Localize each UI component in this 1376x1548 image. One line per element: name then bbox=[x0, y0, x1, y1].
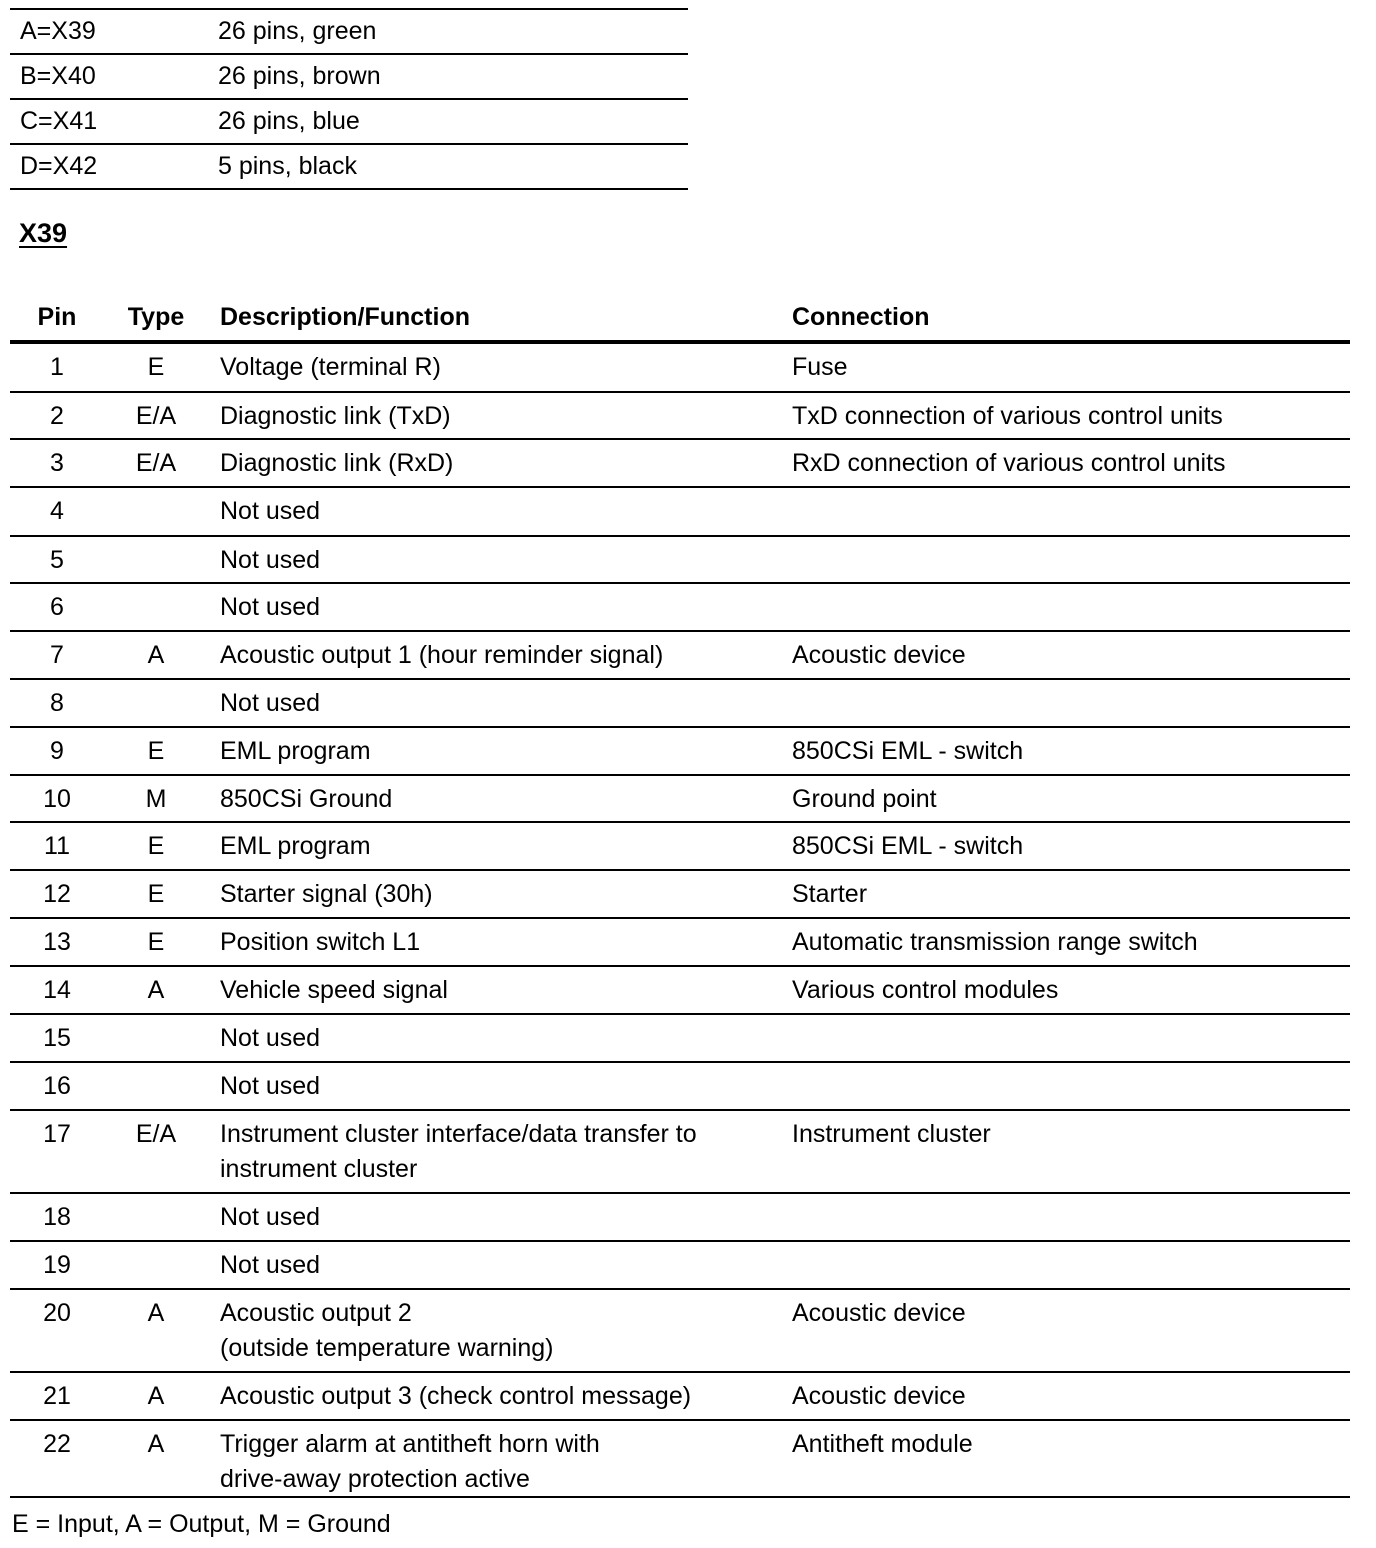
pin-connection: 850CSi EML - switch bbox=[792, 832, 1024, 860]
header-pin: Pin bbox=[37, 302, 77, 331]
pin-connection bbox=[780, 1194, 1350, 1240]
pin-connection: Fuse bbox=[792, 353, 848, 381]
pin-description bbox=[208, 344, 780, 391]
table-row bbox=[10, 537, 1350, 584]
connector-description: 26 pins, blue bbox=[218, 107, 360, 135]
pin-type bbox=[104, 584, 208, 630]
table-row bbox=[10, 1290, 1350, 1373]
connector-row bbox=[10, 145, 688, 190]
header-type: Type bbox=[127, 302, 185, 331]
table-row bbox=[10, 871, 1350, 919]
pin-connection: TxD connection of various control units bbox=[792, 402, 1223, 430]
pin-number: 5 bbox=[50, 546, 64, 574]
description-line: Starter signal (30h) bbox=[220, 880, 433, 908]
description-line: Diagnostic link (TxD) bbox=[220, 402, 451, 430]
pin-type bbox=[104, 488, 208, 535]
description-line: Not used bbox=[220, 1203, 321, 1231]
connector-description: 5 pins, black bbox=[218, 152, 357, 180]
pin-number: 2 bbox=[50, 402, 64, 430]
pin-description bbox=[208, 584, 780, 630]
connector-id: B=X40 bbox=[20, 62, 96, 90]
pin-number: 16 bbox=[43, 1072, 71, 1100]
table-row bbox=[10, 1373, 1350, 1421]
pin-connection bbox=[780, 1063, 1350, 1109]
description-line: Acoustic output 1 (hour reminder signal) bbox=[220, 641, 664, 669]
pin-type: M bbox=[145, 785, 167, 813]
table-row bbox=[10, 1063, 1350, 1111]
pin-type bbox=[104, 1063, 208, 1109]
pin-description bbox=[208, 1290, 780, 1371]
connector-row bbox=[10, 10, 688, 55]
description-line: Not used bbox=[220, 1251, 321, 1279]
pin-number: 4 bbox=[50, 497, 64, 525]
description-line: Diagnostic link (RxD) bbox=[220, 449, 454, 477]
pin-type: E bbox=[147, 928, 165, 956]
pin-number: 14 bbox=[43, 976, 71, 1004]
table-row bbox=[10, 1242, 1350, 1290]
pin-connection bbox=[780, 1242, 1350, 1288]
pin-number: 11 bbox=[44, 832, 70, 860]
table-row bbox=[10, 967, 1350, 1015]
pin-connection: Instrument cluster bbox=[792, 1120, 991, 1148]
description-line: Trigger alarm at antitheft horn with bbox=[220, 1430, 600, 1458]
pin-number: 7 bbox=[50, 641, 64, 669]
table-row bbox=[10, 728, 1350, 776]
pin-number: 20 bbox=[43, 1299, 71, 1327]
pin-number: 13 bbox=[43, 928, 71, 956]
header-connection: Connection bbox=[792, 302, 930, 331]
table-row bbox=[10, 1015, 1350, 1063]
pin-description bbox=[208, 1421, 780, 1496]
connector-id: C=X41 bbox=[20, 107, 98, 135]
pin-number: 22 bbox=[43, 1430, 71, 1458]
pin-description bbox=[208, 1242, 780, 1288]
description-line: Not used bbox=[220, 1072, 321, 1100]
pin-type bbox=[104, 1194, 208, 1240]
description-line: Not used bbox=[220, 593, 321, 621]
type-legend: E = Input, A = Output, M = Ground bbox=[12, 1510, 391, 1538]
pin-connection bbox=[780, 680, 1350, 726]
table-row bbox=[10, 680, 1350, 728]
pin-connection: Acoustic device bbox=[792, 641, 966, 669]
pin-number: 9 bbox=[50, 737, 64, 765]
pin-description bbox=[208, 488, 780, 535]
pin-type: E bbox=[147, 832, 165, 860]
pin-number: 10 bbox=[43, 785, 71, 813]
description-line: Not used bbox=[220, 497, 321, 525]
connector-table bbox=[10, 8, 688, 190]
table-row bbox=[10, 393, 1350, 440]
table-row bbox=[10, 632, 1350, 680]
pin-number: 19 bbox=[43, 1251, 71, 1279]
pin-description bbox=[208, 1111, 780, 1192]
description-line: Acoustic output 3 (check control message) bbox=[220, 1382, 692, 1410]
description-line: EML program bbox=[220, 832, 371, 860]
pin-type: E/A bbox=[135, 402, 177, 430]
table-row bbox=[10, 1194, 1350, 1242]
pin-description bbox=[208, 728, 780, 774]
pin-connection: 850CSi EML - switch bbox=[792, 737, 1024, 765]
table-row bbox=[10, 440, 1350, 488]
pin-description bbox=[208, 776, 780, 821]
table-row bbox=[10, 344, 1350, 393]
pin-connection bbox=[780, 584, 1350, 630]
pin-description bbox=[208, 1015, 780, 1061]
pin-connection: Acoustic device bbox=[792, 1299, 966, 1327]
description-line: Voltage (terminal R) bbox=[220, 353, 441, 381]
description-line: Instrument cluster interface/data transfer to bbox=[220, 1120, 697, 1148]
pin-description bbox=[208, 632, 780, 678]
pin-description bbox=[208, 967, 780, 1013]
description-line: 850CSi Ground bbox=[220, 785, 393, 813]
pin-number: 8 bbox=[50, 689, 64, 717]
pin-description bbox=[208, 823, 780, 869]
pin-connection: Various control modules bbox=[792, 976, 1059, 1004]
pin-description bbox=[208, 919, 780, 965]
table-row bbox=[10, 776, 1350, 823]
pin-type bbox=[104, 680, 208, 726]
pin-table bbox=[10, 294, 1350, 1498]
description-line: Not used bbox=[220, 546, 321, 574]
pin-type bbox=[104, 537, 208, 582]
pin-number: 17 bbox=[43, 1120, 71, 1148]
pin-number: 15 bbox=[43, 1024, 71, 1052]
description-line: Not used bbox=[220, 1024, 321, 1052]
pin-connection: Ground point bbox=[792, 785, 937, 813]
pin-number: 21 bbox=[43, 1382, 71, 1410]
pin-type: A bbox=[147, 1299, 165, 1327]
description-line: instrument cluster bbox=[220, 1155, 418, 1183]
table-header bbox=[10, 294, 1350, 344]
pin-connection: Automatic transmission range switch bbox=[792, 928, 1198, 956]
pin-type: A bbox=[147, 1430, 165, 1458]
pin-type: E bbox=[147, 880, 165, 908]
connector-id: D=X42 bbox=[20, 152, 98, 180]
pin-type: E bbox=[147, 353, 165, 381]
pin-description bbox=[208, 393, 780, 438]
header-description: Description/Function bbox=[220, 302, 470, 331]
description-line: Vehicle speed signal bbox=[220, 976, 448, 1004]
pin-number: 3 bbox=[50, 449, 64, 477]
table-row bbox=[10, 584, 1350, 632]
pin-connection bbox=[780, 537, 1350, 582]
table-row bbox=[10, 1421, 1350, 1498]
pin-type bbox=[104, 1242, 208, 1288]
description-line: (outside temperature warning) bbox=[220, 1334, 554, 1362]
pin-description bbox=[208, 871, 780, 917]
connector-description: 26 pins, brown bbox=[218, 62, 381, 90]
table-row bbox=[10, 488, 1350, 537]
table-row bbox=[10, 1111, 1350, 1194]
pin-type: E bbox=[147, 737, 165, 765]
pin-connection: Antitheft module bbox=[792, 1430, 973, 1458]
pin-connection: Acoustic device bbox=[792, 1382, 966, 1410]
table-row bbox=[10, 919, 1350, 967]
description-line: drive-away protection active bbox=[220, 1465, 530, 1493]
pin-type: A bbox=[147, 641, 165, 669]
table-body bbox=[10, 344, 1350, 1498]
table-row bbox=[10, 823, 1350, 871]
pin-number: 1 bbox=[50, 353, 64, 381]
pin-number: 12 bbox=[43, 880, 71, 908]
pin-connection bbox=[780, 488, 1350, 535]
description-line: Acoustic output 2 bbox=[220, 1299, 412, 1327]
pin-description bbox=[208, 1373, 780, 1419]
pin-type bbox=[104, 1015, 208, 1061]
pin-type: E/A bbox=[135, 449, 177, 477]
pin-number: 18 bbox=[43, 1203, 71, 1231]
description-line: Position switch L1 bbox=[220, 928, 421, 956]
connector-row bbox=[10, 55, 688, 100]
connector-id: A=X39 bbox=[20, 17, 96, 45]
pin-type: E/A bbox=[135, 1120, 177, 1148]
pin-description bbox=[208, 537, 780, 582]
pin-description bbox=[208, 1194, 780, 1240]
pin-connection bbox=[780, 1015, 1350, 1061]
pin-description bbox=[208, 680, 780, 726]
pin-description bbox=[208, 1063, 780, 1109]
description-line: Not used bbox=[220, 689, 321, 717]
connector-description: 26 pins, green bbox=[218, 17, 377, 45]
pin-number: 6 bbox=[50, 593, 64, 621]
pin-description bbox=[208, 440, 780, 486]
description-line: EML program bbox=[220, 737, 371, 765]
connector-row bbox=[10, 100, 688, 145]
section-title: X39 bbox=[19, 218, 68, 248]
pin-connection: RxD connection of various control units bbox=[792, 449, 1226, 477]
pin-connection: Starter bbox=[792, 880, 868, 908]
pin-type: A bbox=[147, 976, 165, 1004]
pin-type: A bbox=[147, 1382, 165, 1410]
